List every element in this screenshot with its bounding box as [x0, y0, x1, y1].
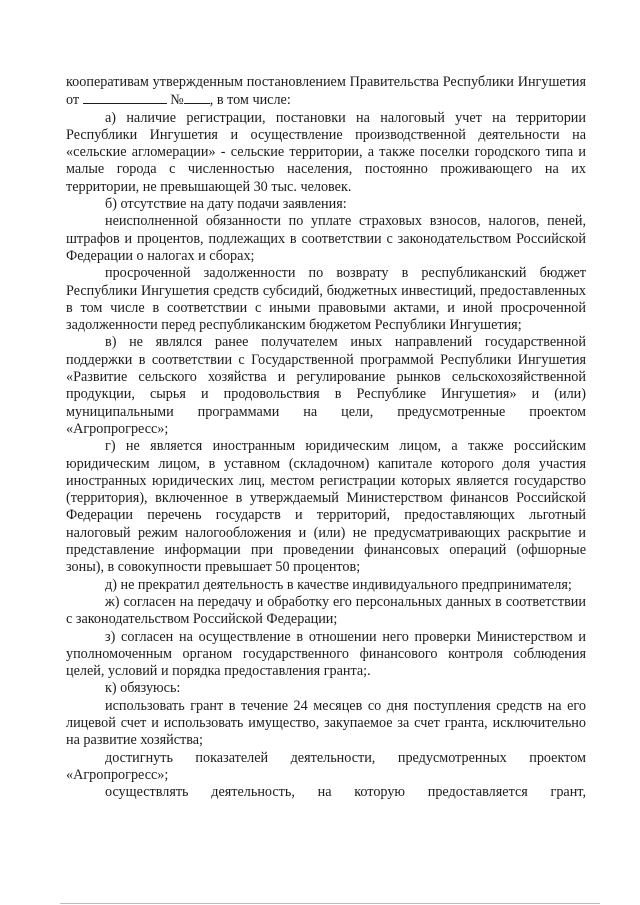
paragraph-item-k: к) обязуюсь:: [105, 680, 181, 697]
document-body: [66, 74, 586, 801]
paragraph-item-d: д) не прекратил деятельность в качестве индивидуального предпринимателя;: [105, 576, 572, 593]
paragraph-item-v: в) не являлся ранее получателем иных направлений государственной поддержки в соответствии с Государственной программой Республики Ингушетия «Развитие сельского хозяйства и регулирование рынков сельскохозяйственной продукции, сырья и продовольствия в Республике Ингушетия» и (или) муниципальными программами на цели, предусмотренные проектом «Агропрогресс»;: [66, 334, 586, 437]
number-blank-field: [184, 91, 210, 104]
paragraph-item-b: б) отсутствие на дату подачи заявления:: [105, 196, 347, 213]
paragraph-item-b-debt: просроченной задолженности по возврату в республиканский бюджет Республики Ингушетия средств субсидий, бюджетных инвестиций, предоставленных в том числе в соответствии с иными правовыми актами, и иной просроченной задолженности перед республиканским бюджетом Республики Ингушетия;: [66, 265, 586, 334]
paragraph-item-k-grant-use: использовать грант в течение 24 месяцев со дня поступления средств на его лицевой счет и использовать имущество, закупаемое за счет гранта, исключительно на развитие хозяйства;: [66, 697, 586, 749]
paragraph-intro: кооперативам утвержденным постановлением Правительства Республики Ингушетия от № , в том числе:: [66, 74, 586, 109]
paragraph-item-g: г) не является иностранным юридическим лицом, а также российским юридическим лицом, в уставном (складочном) капитале которого доля участия иностранных юридических лиц, местом регистрации которых является государство (территория), включенное в утверждаемый Министерством финансов Российской Федерации перечень государств и территорий, предоставляющих льготный налоговый режим налогообложения и (или) не предусматривающих раскрытие и представление информации при проведении финансовых операций (офшорные зоны), в совокупности превышает 50 процентов;: [66, 438, 586, 576]
paragraph-item-k-activity: осуществлять деятельность, на которую предоставляется грант,: [105, 784, 586, 801]
paragraph-item-b-taxes: неисполненной обязанности по уплате страховых взносов, налогов, пеней, штрафов и процентов, подлежащих в соответствии с законодательством Российской Федерации о налогах и сборах;: [66, 213, 586, 264]
scan-bottom-edge: [60, 903, 600, 904]
paragraph-item-zh: ж) согласен на передачу и обработку его персональных данных в соответствии с законодательством Российской Федерации;: [66, 593, 586, 628]
date-blank-field: [83, 91, 167, 104]
paragraph-item-k-indicators: достигнуть показателей деятельности, предусмотренных проектом «Агропрогресс»;: [66, 749, 586, 783]
paragraph-item-z: з) согласен на осуществление в отношении него проверки Министерством и уполномоченным органом государственного финансового контроля соблюдения целей, условий и порядка предоставления гранта;.: [66, 628, 586, 680]
paragraph-item-a: а) наличие регистрации, постановки на налоговый учет на территории Республики Ингушетия и осуществление производственной деятельности на «сельские агломерации» - сельские территории, а также поселки городского типа и малые города с численностью населения, постоянно проживающего на их территории, не превышающей 30 тыс. человек.: [66, 109, 586, 195]
